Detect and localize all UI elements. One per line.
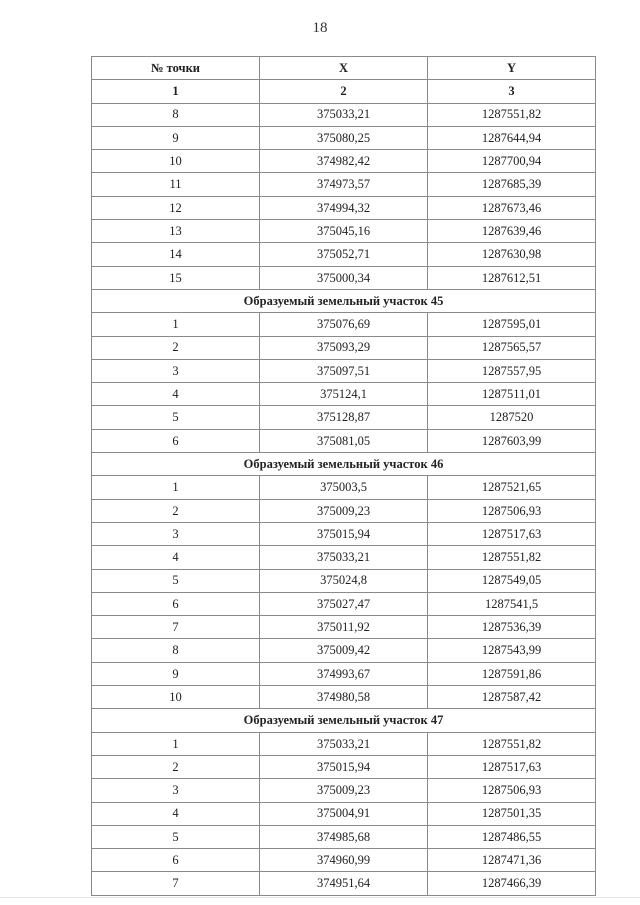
table-row — [92, 522, 596, 545]
y-coordinate-cell: 1287506,93 — [428, 499, 596, 522]
x-coordinate-cell: 375009,23 — [260, 499, 428, 522]
table-row — [92, 243, 596, 266]
table-row — [92, 639, 596, 662]
table-row — [92, 569, 596, 592]
y-coordinate-cell: 1287612,51 — [428, 266, 596, 289]
y-coordinate-cell: 1287543,99 — [428, 639, 596, 662]
x-coordinate-cell: 375093,29 — [260, 336, 428, 359]
table-row — [92, 173, 596, 196]
table-row — [92, 825, 596, 848]
y-coordinate-cell: 1287595,01 — [428, 313, 596, 336]
y-coordinate-cell: 1287520 — [428, 406, 596, 429]
table-row — [92, 755, 596, 778]
x-coordinate-cell: 374982,42 — [260, 150, 428, 173]
point-number-cell: 6 — [92, 849, 260, 872]
x-coordinate-cell: 374960,99 — [260, 849, 428, 872]
point-number-cell: 1 — [92, 313, 260, 336]
coordinates-table — [91, 56, 596, 896]
x-coordinate-cell: 375124,1 — [260, 383, 428, 406]
point-number-cell: 5 — [92, 569, 260, 592]
x-coordinate-cell: 375000,34 — [260, 266, 428, 289]
y-coordinate-cell: 1287506,93 — [428, 779, 596, 802]
y-coordinate-cell: 1287565,57 — [428, 336, 596, 359]
table-row — [92, 150, 596, 173]
column-number-1: 1 — [92, 80, 260, 103]
point-number-cell: 12 — [92, 196, 260, 219]
table-row — [92, 779, 596, 802]
y-coordinate-cell: 1287517,63 — [428, 522, 596, 545]
y-coordinate-cell: 1287511,01 — [428, 383, 596, 406]
point-number-cell: 2 — [92, 755, 260, 778]
x-coordinate-cell: 375033,21 — [260, 732, 428, 755]
header-row — [92, 57, 596, 80]
table-row — [92, 802, 596, 825]
section-row — [92, 453, 596, 476]
point-number-cell: 2 — [92, 499, 260, 522]
x-coordinate-cell: 375081,05 — [260, 429, 428, 452]
section-title: Образуемый земельный участок 47 — [92, 709, 596, 732]
table-row — [92, 686, 596, 709]
point-number-cell: 7 — [92, 616, 260, 639]
table-row — [92, 266, 596, 289]
table-body — [92, 103, 596, 895]
y-coordinate-cell: 1287549,05 — [428, 569, 596, 592]
x-coordinate-cell: 375011,92 — [260, 616, 428, 639]
x-coordinate-cell: 375024,8 — [260, 569, 428, 592]
table-row — [92, 592, 596, 615]
point-number-cell: 3 — [92, 359, 260, 382]
column-number-3: 3 — [428, 80, 596, 103]
x-coordinate-cell: 375004,91 — [260, 802, 428, 825]
table-row — [92, 359, 596, 382]
table-row — [92, 476, 596, 499]
y-coordinate-cell: 1287501,35 — [428, 802, 596, 825]
y-coordinate-cell: 1287517,63 — [428, 755, 596, 778]
point-number-cell: 6 — [92, 429, 260, 452]
column-header-y: Y — [428, 57, 596, 80]
table-row — [92, 849, 596, 872]
y-coordinate-cell: 1287591,86 — [428, 662, 596, 685]
point-number-cell: 14 — [92, 243, 260, 266]
y-coordinate-cell: 1287551,82 — [428, 103, 596, 126]
y-coordinate-cell: 1287521,65 — [428, 476, 596, 499]
point-number-cell: 5 — [92, 406, 260, 429]
column-number-2: 2 — [260, 80, 428, 103]
point-number-cell: 9 — [92, 662, 260, 685]
y-coordinate-cell: 1287639,46 — [428, 220, 596, 243]
table-row — [92, 196, 596, 219]
x-coordinate-cell: 375097,51 — [260, 359, 428, 382]
page-number: 18 — [312, 20, 328, 36]
point-number-cell: 3 — [92, 779, 260, 802]
point-number-cell: 10 — [92, 150, 260, 173]
x-coordinate-cell: 375033,21 — [260, 546, 428, 569]
point-number-cell: 13 — [92, 220, 260, 243]
y-coordinate-cell: 1287587,42 — [428, 686, 596, 709]
x-coordinate-cell: 375045,16 — [260, 220, 428, 243]
point-number-cell: 6 — [92, 592, 260, 615]
point-number-cell: 4 — [92, 802, 260, 825]
column-header-point: № точки — [92, 57, 260, 80]
y-coordinate-cell: 1287551,82 — [428, 732, 596, 755]
point-number-cell: 10 — [92, 686, 260, 709]
scan-edge-line — [0, 897, 640, 898]
x-coordinate-cell: 375080,25 — [260, 126, 428, 149]
table-row — [92, 732, 596, 755]
section-row — [92, 289, 596, 312]
x-coordinate-cell: 375009,23 — [260, 779, 428, 802]
x-coordinate-cell: 375015,94 — [260, 522, 428, 545]
point-number-cell: 11 — [92, 173, 260, 196]
table-row — [92, 383, 596, 406]
table-row — [92, 499, 596, 522]
table-row — [92, 126, 596, 149]
x-coordinate-cell: 375076,69 — [260, 313, 428, 336]
y-coordinate-cell: 1287466,39 — [428, 872, 596, 895]
y-coordinate-cell: 1287541,5 — [428, 592, 596, 615]
point-number-cell: 1 — [92, 476, 260, 499]
table-row — [92, 616, 596, 639]
x-coordinate-cell: 375052,71 — [260, 243, 428, 266]
point-number-cell: 9 — [92, 126, 260, 149]
y-coordinate-cell: 1287673,46 — [428, 196, 596, 219]
y-coordinate-cell: 1287644,94 — [428, 126, 596, 149]
point-number-cell: 2 — [92, 336, 260, 359]
x-coordinate-cell: 375027,47 — [260, 592, 428, 615]
point-number-cell: 15 — [92, 266, 260, 289]
column-header-x: X — [260, 57, 428, 80]
x-coordinate-cell: 375128,87 — [260, 406, 428, 429]
table-row — [92, 546, 596, 569]
x-coordinate-cell: 374951,64 — [260, 872, 428, 895]
table-row — [92, 336, 596, 359]
x-coordinate-cell: 374980,58 — [260, 686, 428, 709]
x-coordinate-cell: 374985,68 — [260, 825, 428, 848]
y-coordinate-cell: 1287471,36 — [428, 849, 596, 872]
table-header — [92, 57, 596, 104]
y-coordinate-cell: 1287685,39 — [428, 173, 596, 196]
table-row — [92, 429, 596, 452]
x-coordinate-cell: 375003,5 — [260, 476, 428, 499]
x-coordinate-cell: 374994,32 — [260, 196, 428, 219]
table-row — [92, 872, 596, 895]
table-row — [92, 313, 596, 336]
y-coordinate-cell: 1287700,94 — [428, 150, 596, 173]
section-row — [92, 709, 596, 732]
point-number-cell: 3 — [92, 522, 260, 545]
y-coordinate-cell: 1287557,95 — [428, 359, 596, 382]
point-number-cell: 5 — [92, 825, 260, 848]
x-coordinate-cell: 375033,21 — [260, 103, 428, 126]
y-coordinate-cell: 1287630,98 — [428, 243, 596, 266]
point-number-cell: 8 — [92, 103, 260, 126]
y-coordinate-cell: 1287603,99 — [428, 429, 596, 452]
column-number-row — [92, 80, 596, 103]
section-title: Образуемый земельный участок 45 — [92, 289, 596, 312]
y-coordinate-cell: 1287551,82 — [428, 546, 596, 569]
point-number-cell: 7 — [92, 872, 260, 895]
point-number-cell: 1 — [92, 732, 260, 755]
table-row — [92, 662, 596, 685]
x-coordinate-cell: 374993,67 — [260, 662, 428, 685]
point-number-cell: 8 — [92, 639, 260, 662]
point-number-cell: 4 — [92, 546, 260, 569]
section-title: Образуемый земельный участок 46 — [92, 453, 596, 476]
table-row — [92, 220, 596, 243]
table-row — [92, 406, 596, 429]
y-coordinate-cell: 1287486,55 — [428, 825, 596, 848]
x-coordinate-cell: 374973,57 — [260, 173, 428, 196]
x-coordinate-cell: 375015,94 — [260, 755, 428, 778]
table-row — [92, 103, 596, 126]
y-coordinate-cell: 1287536,39 — [428, 616, 596, 639]
x-coordinate-cell: 375009,42 — [260, 639, 428, 662]
point-number-cell: 4 — [92, 383, 260, 406]
